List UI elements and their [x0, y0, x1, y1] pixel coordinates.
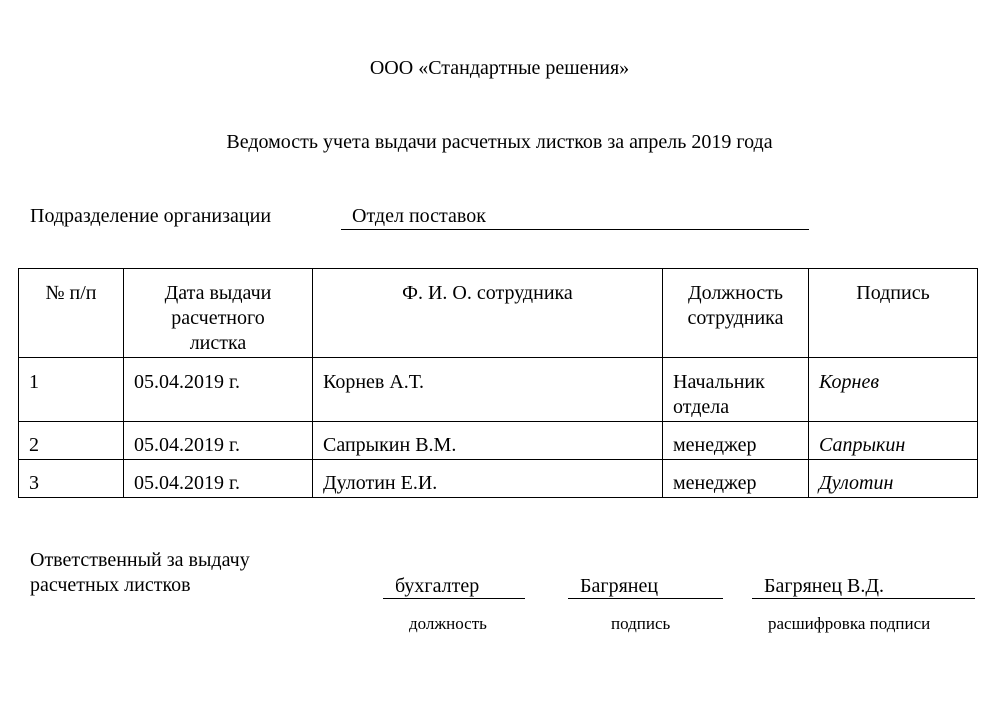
issue-date: 05.04.2019 г.: [124, 422, 313, 460]
department-value: Отдел поставок: [352, 205, 486, 227]
table-row: [19, 358, 978, 422]
employee-name: Сапрыкин В.М.: [313, 422, 663, 460]
employee-position: Начальник отдела: [663, 358, 809, 422]
employee-signature: Дулотин: [809, 460, 978, 498]
issue-date: 05.04.2019 г.: [124, 460, 313, 498]
signature-caption: подпись: [611, 614, 671, 633]
department-label: Подразделение организации: [30, 205, 272, 227]
position-underline: [383, 598, 525, 599]
table-row: [19, 422, 978, 460]
decoding-caption: расшифровка подписи: [768, 614, 931, 633]
document-title: Ведомость учета выдачи расчетных листков за апрель 2019 года: [226, 131, 773, 153]
table-row: [19, 460, 978, 498]
responsible-signature-decoding: Багрянец В.Д.: [764, 575, 885, 597]
responsible-position: бухгалтер: [395, 575, 480, 597]
employee-position: менеджер: [663, 422, 809, 460]
department-underline: [341, 229, 809, 230]
employee-position: менеджер: [663, 460, 809, 498]
organization-name: ООО «Стандартные решения»: [369, 57, 630, 79]
column-header-number: № п/п: [19, 269, 124, 358]
column-header-signature: Подпись: [809, 269, 978, 358]
table-header-row: [19, 269, 978, 358]
row-number: 1: [19, 358, 124, 422]
column-header-date: Дата выдачи расчетного листка: [124, 269, 313, 358]
position-caption: должность: [409, 614, 487, 633]
decoding-underline: [752, 598, 975, 599]
column-header-employee-name: Ф. И. О. сотрудника: [313, 269, 663, 358]
employee-name: Корнев А.Т.: [313, 358, 663, 422]
responsible-label: Ответственный за выдачу расчетных листков: [30, 549, 250, 596]
employee-name: Дулотин Е.И.: [313, 460, 663, 498]
signature-underline: [568, 598, 723, 599]
responsible-signature: Багрянец: [580, 575, 659, 597]
issue-date: 05.04.2019 г.: [124, 358, 313, 422]
employee-signature: Сапрыкин: [809, 422, 978, 460]
employee-signature: Корнев: [809, 358, 978, 422]
payslip-ledger-table: [18, 268, 978, 498]
row-number: 2: [19, 422, 124, 460]
row-number: 3: [19, 460, 124, 498]
column-header-position: Должность сотрудника: [663, 269, 809, 358]
